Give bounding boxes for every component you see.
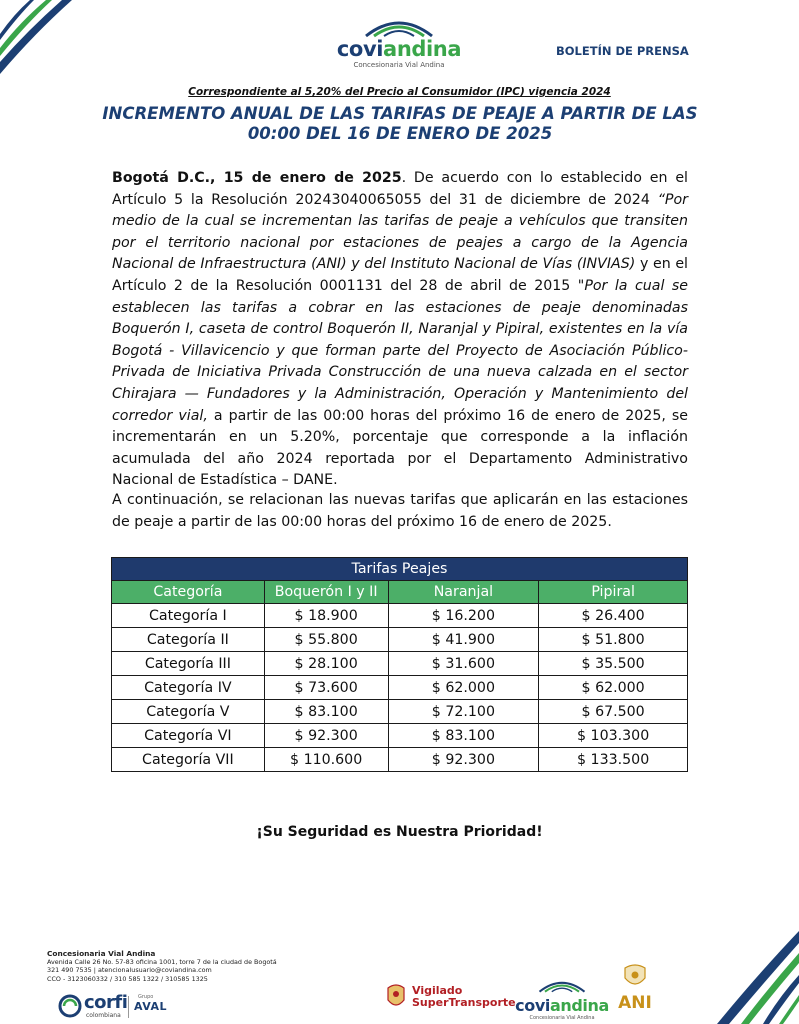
cell-pipiral: $ 133.500: [539, 748, 688, 772]
cell-pipiral: $ 26.400: [539, 604, 688, 628]
body-paragraph-1: [112, 168, 688, 492]
logo-wordmark: coviandina: [336, 37, 462, 61]
cell-category: Categoría VII: [112, 748, 265, 772]
slogan: ¡Su Seguridad es Nuestra Prioridad!: [256, 824, 543, 840]
vigilado-supertransporte-logo: [384, 982, 514, 1014]
header-naranjal: Naranjal: [388, 581, 539, 604]
aval-grupo-label: Grupo: [138, 994, 154, 1000]
title-line-2: 00:00 DEL 16 DE ENERO DE 2025: [247, 124, 553, 143]
logo-subtitle: Concesionaria Vial Andina: [353, 61, 445, 69]
logo-divider: [128, 996, 129, 1018]
cell-category: Categoría III: [112, 652, 265, 676]
cell-boqueron: $ 28.100: [264, 652, 388, 676]
corficolombiana-logo: [58, 994, 128, 1022]
corfi-swirl-icon: [58, 994, 82, 1018]
corfi-subtitle: colombiana: [86, 1012, 121, 1019]
table-row: [112, 724, 688, 748]
contact-block: [47, 950, 307, 983]
cell-naranjal: $ 92.300: [388, 748, 539, 772]
table-header-row: [112, 581, 688, 604]
document-subtitle: Correspondiente al 5,20% del Precio al Consumidor (IPC) vigencia 2024: [188, 86, 611, 98]
cell-boqueron: $ 55.800: [264, 628, 388, 652]
table-row: [112, 748, 688, 772]
paragraph1-quote-a: “Por medio de la cual se incrementan las tarifas de peaje a vehículos que transiten por el territorio nacional por estaciones de peajes a cargo de la Agencia Nacional de Infraestructura (ANI) y del Instituto Nacional de Vías (INVIAS): [112, 191, 688, 273]
cell-naranjal: $ 62.000: [388, 676, 539, 700]
ani-wordmark: ANI: [618, 993, 652, 1013]
cell-category: Categoría VI: [112, 724, 265, 748]
coviandina-logo-footer: [514, 978, 610, 1021]
logo-wordmark-footer: coviandina: [515, 996, 609, 1015]
corner-stripes-top-left: [0, 0, 80, 80]
aval-logo: AVAL: [134, 1000, 168, 1013]
ani-logo: [617, 964, 653, 1012]
table-row: [112, 604, 688, 628]
cell-category: Categoría V: [112, 700, 265, 724]
dateline: Bogotá D.C., 15 de enero de 2025: [112, 170, 402, 186]
corner-stripes-bottom-right: [709, 929, 799, 1024]
vigilado-line-2: SuperTransporte: [412, 996, 516, 1009]
table-row: [112, 700, 688, 724]
cell-boqueron: $ 83.100: [264, 700, 388, 724]
cell-pipiral: $ 51.800: [539, 628, 688, 652]
table-row: [112, 628, 688, 652]
contact-cco: CCO - 3123060332 / 310 585 1322 / 310585 1325: [47, 974, 208, 983]
cell-pipiral: $ 62.000: [539, 676, 688, 700]
table-title-row: [112, 558, 688, 581]
body-paragraph-2: A continuación, se relacionan las nuevas tarifas que aplicarán en las estaciones de peaje a partir de las 00:00 horas del próximo 16 de enero de 2025.: [112, 492, 688, 530]
cell-category: Categoría II: [112, 628, 265, 652]
cell-boqueron: $ 92.300: [264, 724, 388, 748]
title-line-1: INCREMENTO ANUAL DE LAS TARIFAS DE PEAJE A PARTIR DE LAS: [102, 104, 698, 123]
cell-pipiral: $ 103.300: [539, 724, 688, 748]
header-boqueron: Boquerón I y II: [264, 581, 388, 604]
toll-rates-table: [111, 557, 688, 772]
cell-boqueron: $ 110.600: [264, 748, 388, 772]
paragraph1-text-b: y en el Artículo 2 de la Resolución 0001131 del 28 de abril de 2015: [112, 256, 688, 294]
paragraph1-text-c: a partir de las 00:00 horas del próximo 16 de enero de 2025, se incrementarán en un 5.20%, porcentaje que corresponde a la inflación acumulada del año 2024 reportada por el Departamento Administrativo Nacional de Estadística – DANE.: [112, 407, 688, 489]
cell-naranjal: $ 41.900: [388, 628, 539, 652]
header-category: Categoría: [112, 581, 265, 604]
press-release-label: BOLETÍN DE PRENSA: [556, 44, 689, 58]
cell-pipiral: $ 67.500: [539, 700, 688, 724]
ani-emblem-icon: [621, 964, 649, 990]
cell-naranjal: $ 31.600: [388, 652, 539, 676]
contact-address: Avenida Calle 26 No. 57-83 oficina 1001, torre 7 de la ciudad de Bogotá: [47, 958, 277, 967]
table-row: [112, 652, 688, 676]
cell-category: Categoría IV: [112, 676, 265, 700]
cell-naranjal: $ 83.100: [388, 724, 539, 748]
cell-boqueron: $ 73.600: [264, 676, 388, 700]
vigilado-line-1: Vigilado: [412, 984, 463, 997]
paragraph1-quote-b: "Por la cual se establecen las tarifas a cobrar en las estaciones de peaje denominadas Boquerón I, caseta de control Boquerón II, Naranjal y Pipiral, existentes en la vía Bogotá - Villavicencio y que forman parte del Proyecto de Asociación Público-Privada de Iniciativa Privada Construcción de una nueva calzada en el sector Chirajara — Fundadores y la Administración, Operación y Mantenimiento del corredor vial,: [112, 277, 688, 424]
logo-subtitle-footer: Concesionaria Vial Andina: [529, 1015, 595, 1021]
corfi-wordmark: corfi: [84, 992, 128, 1013]
road-arc-icon: [364, 16, 434, 38]
cell-naranjal: $ 16.200: [388, 604, 539, 628]
document-title: [100, 104, 700, 144]
vigilado-text: [412, 985, 516, 1009]
coat-of-arms-icon: [384, 982, 408, 1012]
contact-company: Concesionaria Vial Andina: [47, 949, 156, 958]
road-arc-icon: [537, 978, 587, 993]
cell-category: Categoría I: [112, 604, 265, 628]
cell-naranjal: $ 72.100: [388, 700, 539, 724]
table-title: Tarifas Peajes: [112, 558, 688, 581]
table-row: [112, 676, 688, 700]
paragraph1-text-a: . De acuerdo con lo establecido en el Artículo 5 la Resolución 20243040065055 del 31 de diciembre de 2024: [112, 170, 688, 208]
cell-pipiral: $ 35.500: [539, 652, 688, 676]
cell-boqueron: $ 18.900: [264, 604, 388, 628]
header-pipiral: Pipiral: [539, 581, 688, 604]
coviandina-logo: [333, 16, 465, 69]
contact-phone-email: 321 490 7535 | atencionalusuario@coviandina.com: [47, 966, 212, 975]
